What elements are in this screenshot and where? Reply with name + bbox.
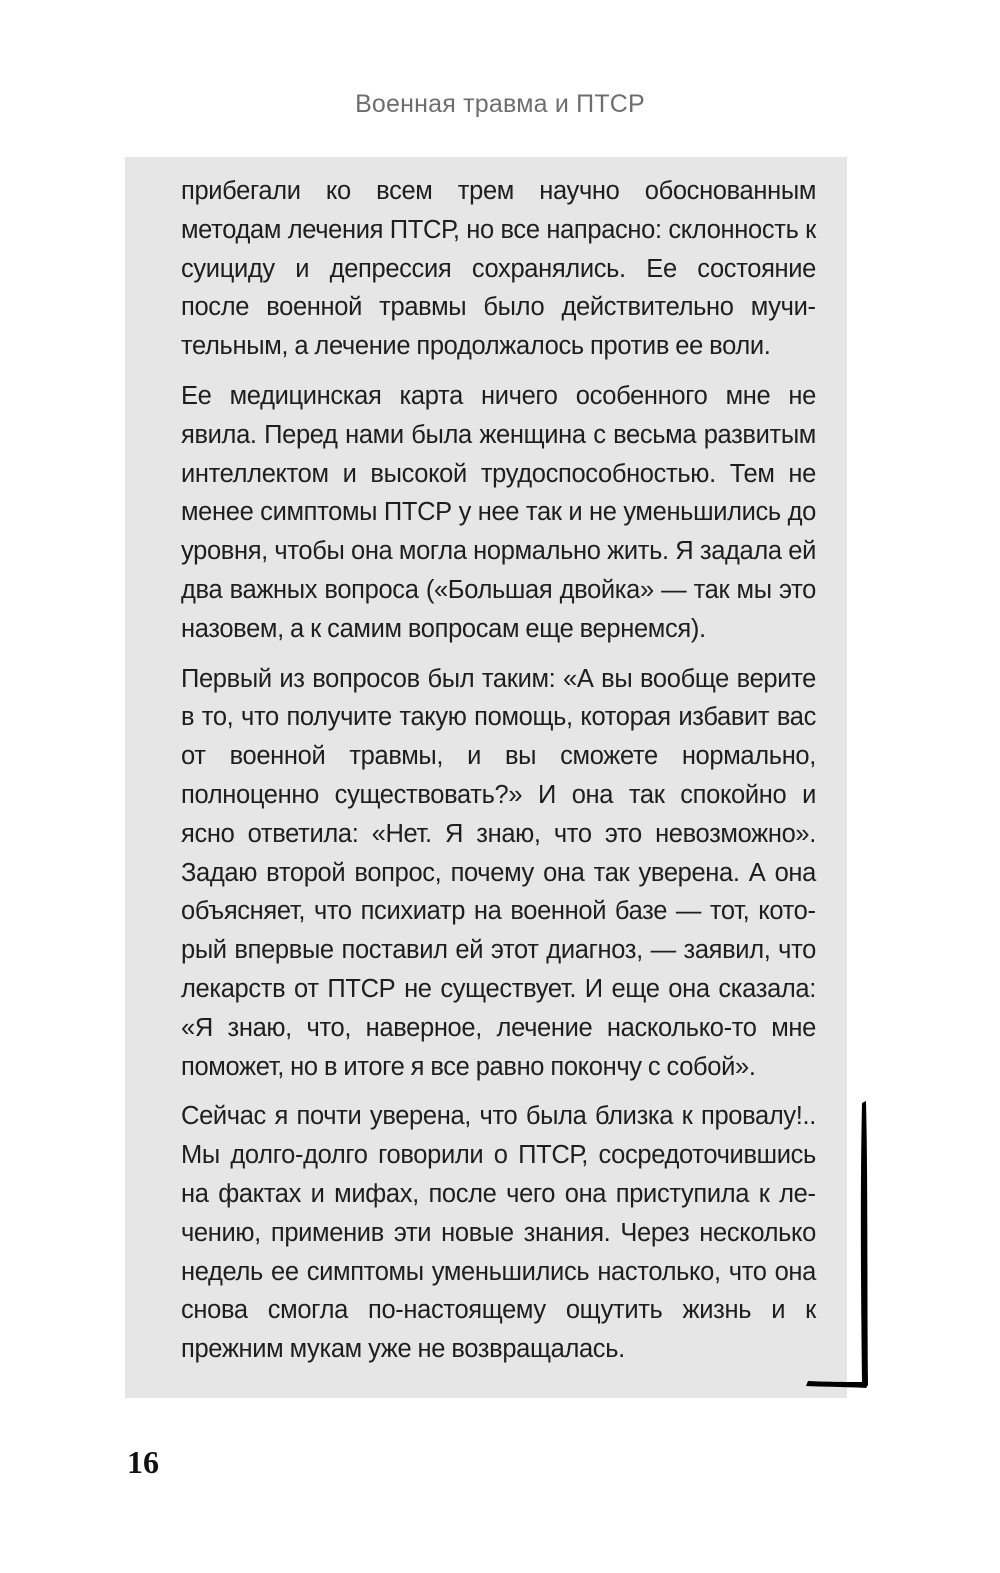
page-number: 16: [127, 1444, 159, 1480]
paragraph: Ее медицинская карта ничего особенного мне не явила. Перед нами была женщина с весьма развитым интеллектом и высокой трудоспособностью. Тем не менее симптомы ПТСР у нее так и не уменьшились до уровня, чтобы она могла нормально жить. Я задала ей два важных вопроса («Большая двойка» — так мы это назовем, а к самим вопросам еще вернемся).: [181, 381, 816, 643]
paragraph: прибегали ко всем трем научно обоснованным методам лечения ПТСР, но все напрасно: склонность к суициду и депрессия сохранялись. Ее состояние после военной травмы было действительно мучительным, а лечение продолжалось против ее воли.: [181, 177, 816, 361]
running-head: Военная травма и ПТСР: [355, 90, 645, 118]
paragraph: Первый из вопросов был таким: «А вы вообще верите в то, что получите такую помощь, которая избавит вас от военной травмы, и вы сможете нормально, полноценно существовать?» И она так спокойно и ясно ответила: «Нет. Я знаю, что это невозможно». Задаю второй вопрос, почему она так уверена. А она объясняет, что психиатр на военной базе — тот, который впервые поставил ей этот диагноз, — заявил, что лекарств от ПТСР не существует. И еще она сказала: «Я знаю, что, наверное, лечение насколько-то мне поможет, но в итоге я все равно покончу с собой».: [181, 664, 816, 1081]
body-text: [181, 172, 816, 1380]
paragraph: Сейчас я почти уверена, что была близка к провалу!.. Мы долго-долго говорили о ПТСР, сосредоточившись на фактах и мифах, после чего она приступила к лечению, применив эти новые знания. Через несколько недель ее симптомы уменьшились настолько, что она снова смогла по-настоящему ощутить жизнь и к прежним мукам уже не возвращалась.: [181, 1102, 816, 1364]
bracket-icon: [800, 1095, 880, 1395]
